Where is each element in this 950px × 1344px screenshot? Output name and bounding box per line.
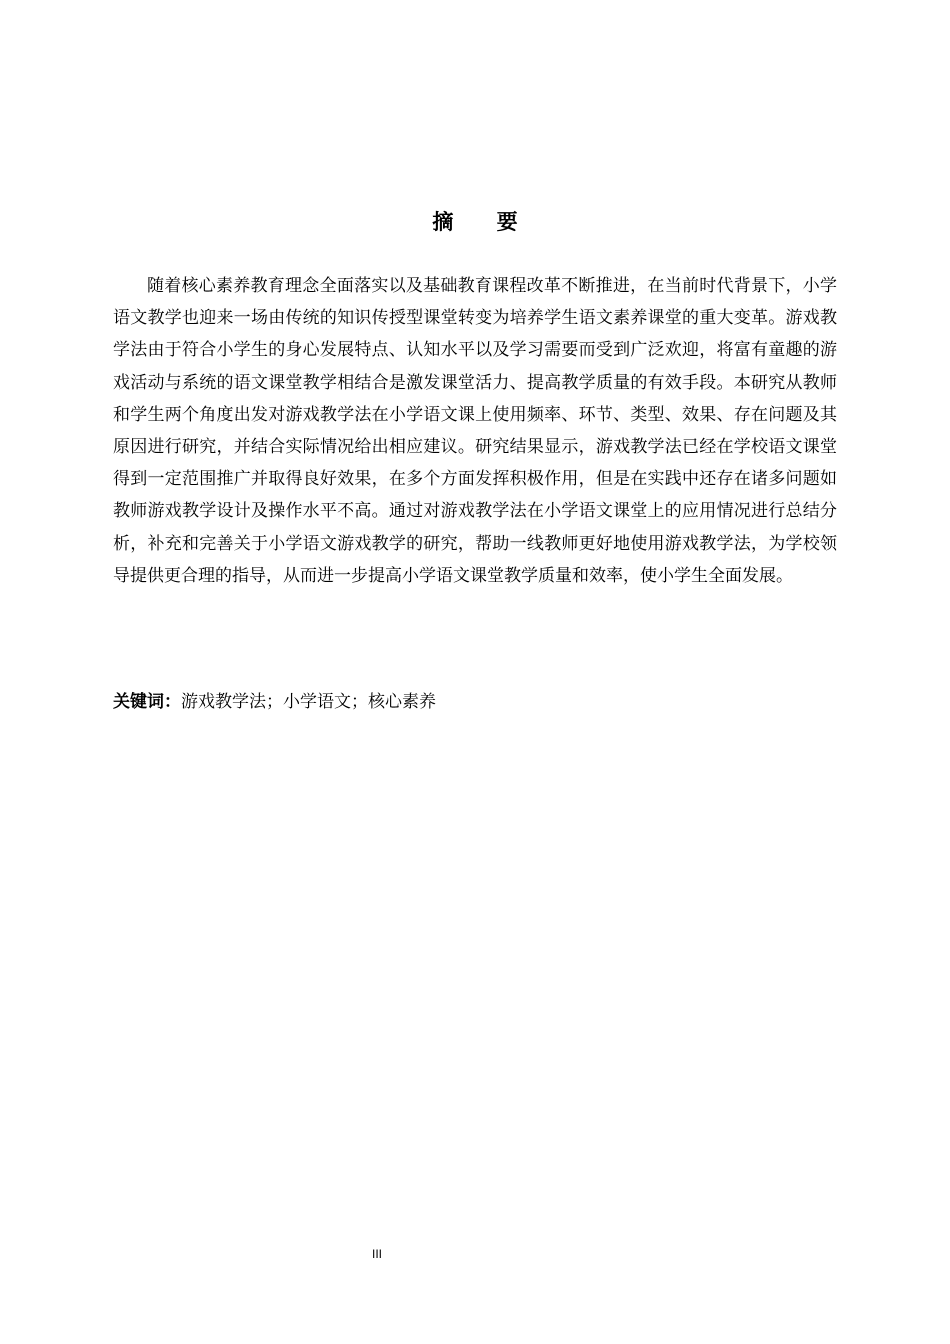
keywords-label: 关键词： bbox=[113, 692, 181, 712]
abstract-title: 摘 要 bbox=[432, 210, 536, 234]
page-number: III bbox=[371, 1247, 382, 1261]
abstract-body: 随着核心素养教育理念全面落实以及基础教育课程改革不断推进，在当前时代背景下，小学语文教学也迎来一场由传统的知识传授型课堂转变为培养学生语文素养课堂的重大变革。游戏教学法由于符合小学生的身心发展特点、认知水平以及学习需要而受到广泛欢迎，将富有童趣的游戏活动与系统的语文课堂教学相结合是激发课堂活力、提高教学质量的有效手段。本研究从教师和学生两个角度出发对游戏教学法在小学语文课上使用频率、环节、类型、效果、存在问题及其原因进行研究，并结合实际情况给出相应建议。研究结果显示，游戏教学法已经在学校语文课堂得到一定范围推广并取得良好效果，在多个方面发挥积极作用，但是在实践中还存在诸多问题如教师游戏教学设计及操作水平不高。通过对游戏教学法在小学语文课堂上的应用情况进行总结分析，补充和完善关于小学语文游戏教学的研究，帮助一线教师更好地使用游戏教学法，为学校领导提供更合理的指导，从而进一步提高小学语文课堂教学质量和效率，使小学生全面发展。 bbox=[113, 276, 837, 586]
keywords-line bbox=[113, 686, 837, 718]
keywords-text: 游戏教学法；小学语文；核心素养 bbox=[181, 692, 436, 712]
